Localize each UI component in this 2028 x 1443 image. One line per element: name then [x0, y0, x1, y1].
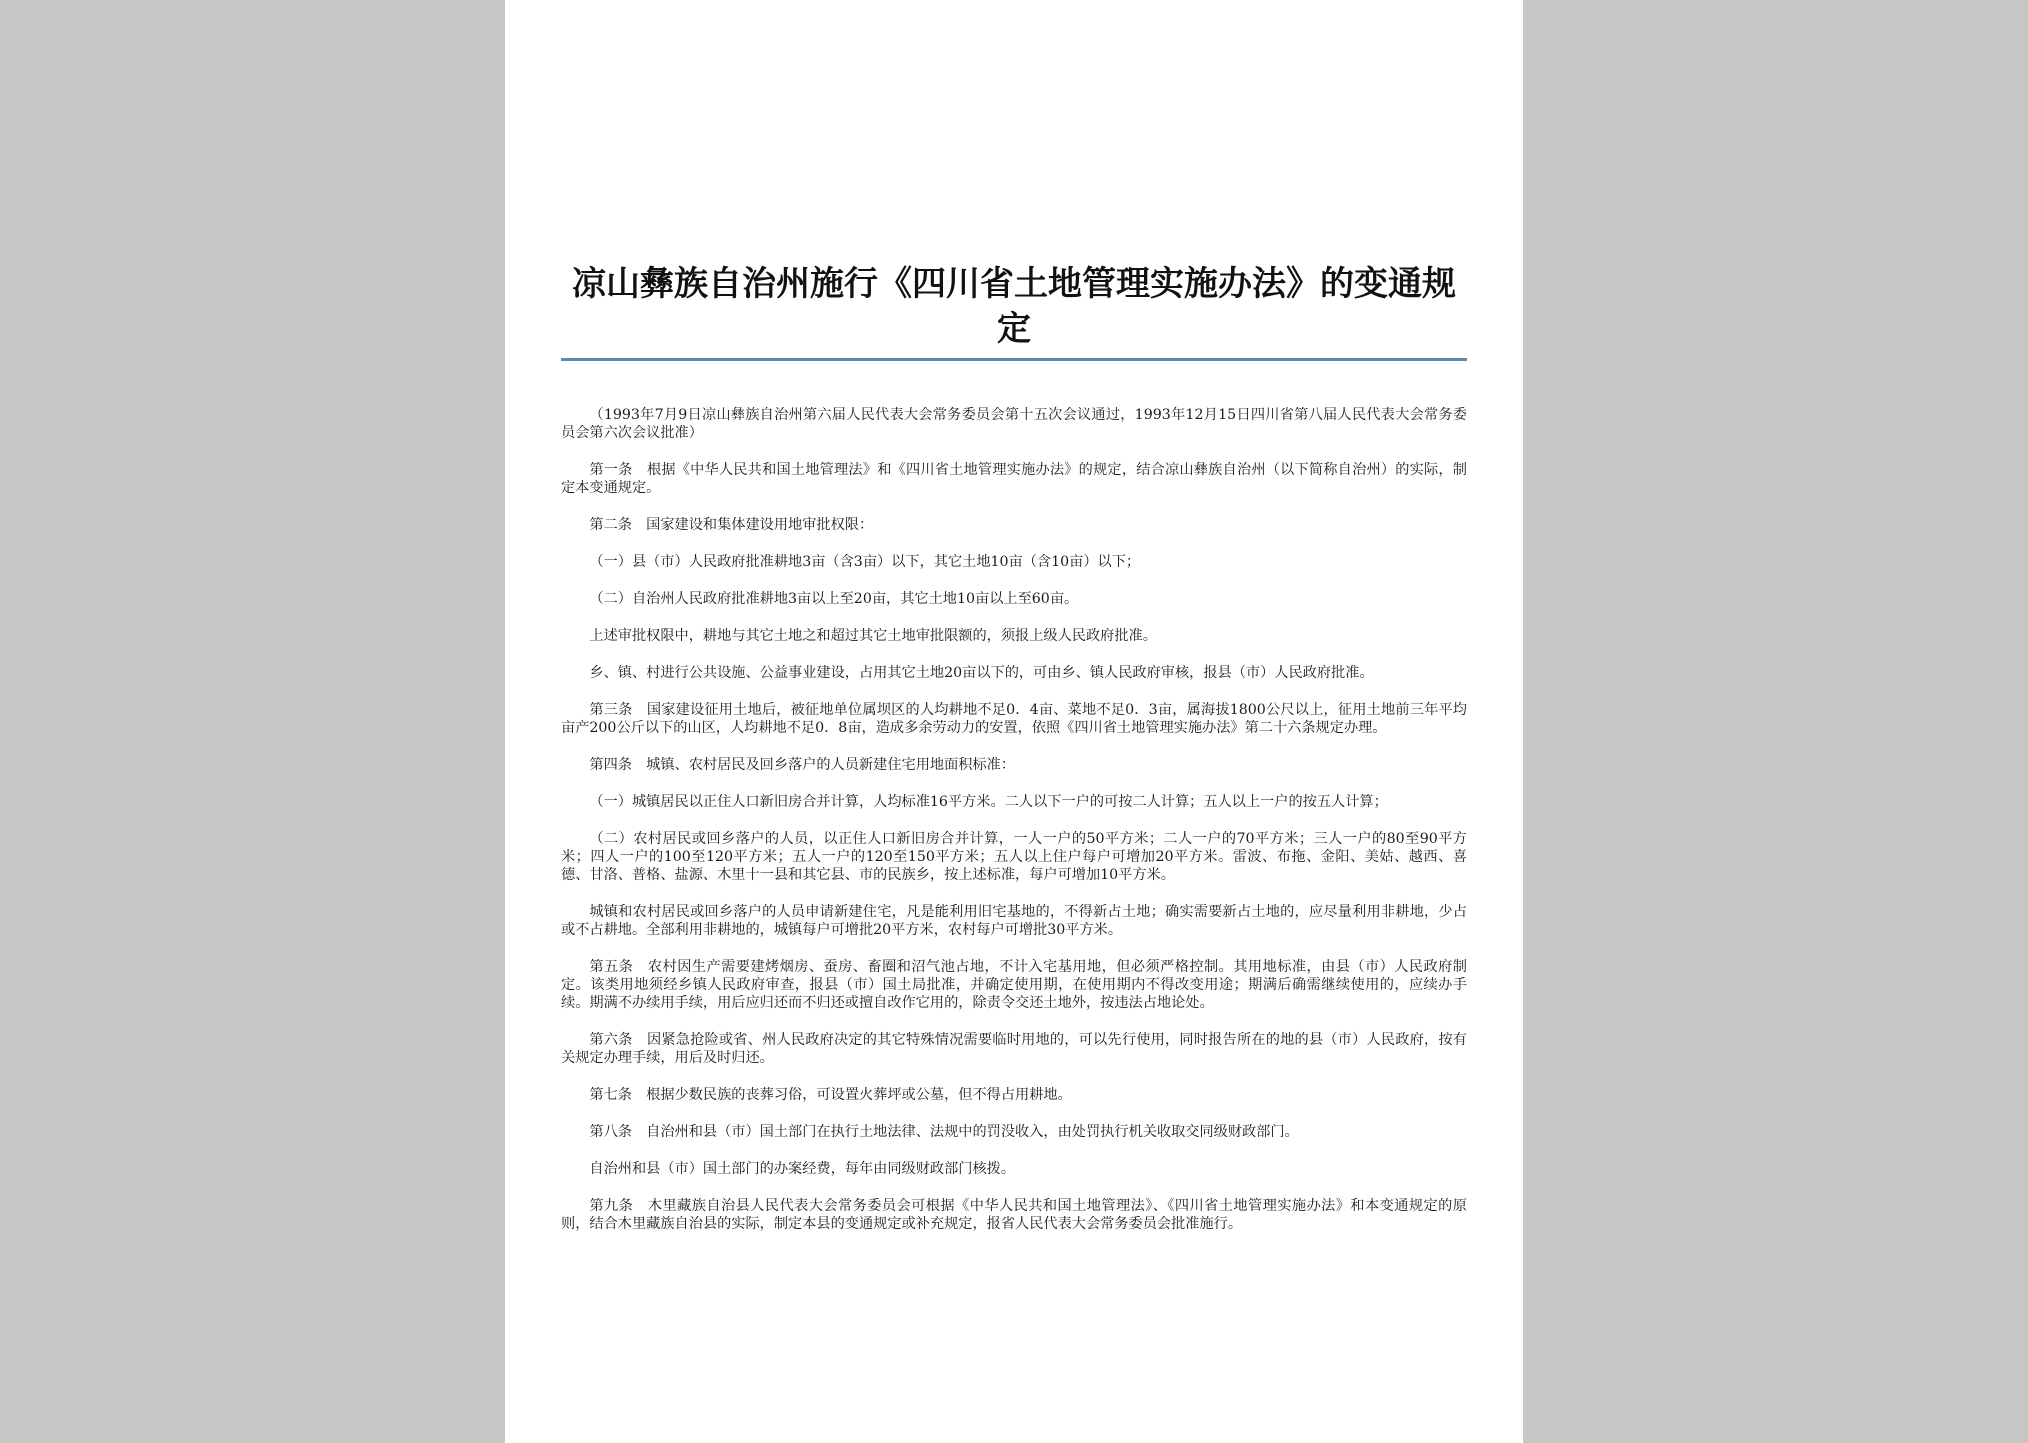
- document-page: [505, 0, 1523, 1443]
- preamble-paragraph: （1993年7月9日凉山彝族自治州第六届人民代表大会常务委员会第十五次会议通过，1993年12月15日四川省第八届人民代表大会常务委员会第六次会议批准）: [561, 407, 1467, 441]
- article-2-note-1: 上述审批权限中，耕地与其它土地之和超过其它土地审批限额的，须报上级人民政府批准。: [589, 628, 1157, 644]
- article-3-paragraph: 第三条 国家建设征用土地后，被征地单位属坝区的人均耕地不足0．4亩、菜地不足0．3亩，属海拔1800公尺以上，征用土地前三年平均亩产200公斤以下的山区，人均耕地不足0．8亩，造成多余劳动力的安置，依照《四川省土地管理实施办法》第二十六条规定办理。: [561, 702, 1467, 736]
- article-2-note-2: 乡、镇、村进行公共设施、公益事业建设，占用其它土地20亩以下的，可由乡、镇人民政府审核，报县（市）人民政府批准。: [589, 665, 1374, 681]
- article-4-note: 城镇和农村居民或回乡落户的人员申请新建住宅，凡是能利用旧宅基地的，不得新占土地；确实需要新占土地的，应尽量利用非耕地，少占或不占耕地。全部利用非耕地的，城镇每户可增批20平方米，农村每户可增批30平方米。: [561, 904, 1467, 938]
- title-divider: [561, 358, 1467, 361]
- article-4-paragraph: 第四条 城镇、农村居民及回乡落户的人员新建住宅用地面积标准：: [589, 757, 1016, 773]
- article-4-item-1: （一）城镇居民以正住人口新旧房合并计算，人均标准16平方米。二人以下一户的可按二人计算；五人以上一户的按五人计算；: [589, 794, 1388, 810]
- article-2-item-2: （二）自治州人民政府批准耕地3亩以上至20亩，其它土地10亩以上至60亩。: [589, 591, 1079, 607]
- article-8-paragraph: 第八条 自治州和县（市）国土部门在执行土地法律、法规中的罚没收入，由处罚执行机关收取交同级财政部门。: [589, 1124, 1299, 1140]
- article-2-item-1: （一）县（市）人民政府批准耕地3亩（含3亩）以下，其它土地10亩（含10亩）以下；: [589, 554, 1141, 570]
- article-7-paragraph: 第七条 根据少数民族的丧葬习俗，可设置火葬坪或公墓，但不得占用耕地。: [589, 1087, 1072, 1103]
- article-9-paragraph: 第九条 木里藏族自治县人民代表大会常务委员会可根据《中华人民共和国土地管理法》、《四川省土地管理实施办法》和本变通规定的原则，结合木里藏族自治县的实际，制定本县的变通规定或补充规定，报省人民代表大会常务委员会批准施行。: [561, 1198, 1467, 1232]
- document-title: 凉山彝族自治州施行《四川省土地管理实施办法》的变通规定: [572, 264, 1456, 349]
- article-8-note: 自治州和县（市）国土部门的办案经费，每年由同级财政部门核拨。: [589, 1161, 1016, 1177]
- article-5-paragraph: 第五条 农村因生产需要建烤烟房、蚕房、畜圈和沼气池占地，不计入宅基用地，但必须严格控制。其用地标准，由县（市）人民政府制定。该类用地须经乡镇人民政府审查，报县（市）国土局批准，并确定使用期，在使用期内不得改变用途；期满后确需继续使用的，应续办手续。期满不办续用手续，用后应归还而不归还或擅自改作它用的，除责令交还土地外，按违法占地论处。: [561, 959, 1467, 1011]
- article-1-paragraph: 第一条 根据《中华人民共和国土地管理法》和《四川省土地管理实施办法》的规定，结合凉山彝族自治州（以下简称自治州）的实际，制定本变通规定。: [561, 462, 1467, 496]
- document-body: [561, 406, 1467, 1252]
- article-2-paragraph: 第二条 国家建设和集体建设用地审批权限：: [589, 517, 874, 533]
- article-6-paragraph: 第六条 因紧急抢险或省、州人民政府决定的其它特殊情况需要临时用地的，可以先行使用，同时报告所在的地的县（市）人民政府，按有关规定办理手续，用后及时归还。: [561, 1032, 1467, 1066]
- article-4-item-2: （二）农村居民或回乡落户的人员，以正住人口新旧房合并计算，一人一户的50平方米；二人一户的70平方米；三人一户的80至90平方米；四人一户的100至120平方米；五人一户的120至150平方米；五人以上住户每户可增加20平方米。雷波、布拖、金阳、美姑、越西、喜德、甘洛、普格、盐源、木里十一县和其它县、市的民族乡，按上述标准，每户可增加10平方米。: [561, 831, 1467, 883]
